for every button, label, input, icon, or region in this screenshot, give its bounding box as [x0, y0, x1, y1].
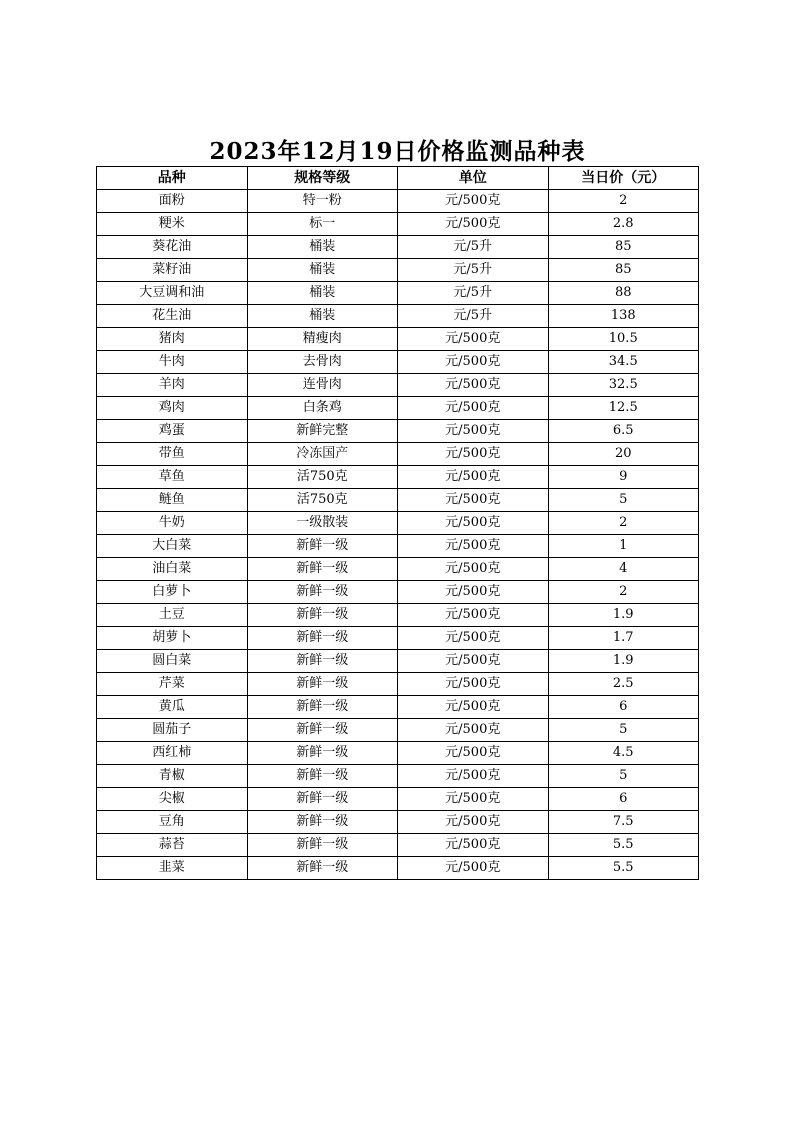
table-row [97, 213, 699, 236]
table-row [97, 259, 699, 282]
header-price: 当日价（元） [548, 167, 699, 190]
cell-variety: 圆白菜 [97, 650, 248, 673]
cell-variety: 蒜苔 [97, 834, 248, 857]
table-row [97, 650, 699, 673]
cell-variety: 胡萝卜 [97, 627, 248, 650]
table-row [97, 765, 699, 788]
table-row [97, 558, 699, 581]
cell-unit: 元/5升 [398, 236, 549, 259]
cell-variety: 葵花油 [97, 236, 248, 259]
cell-unit: 元/500克 [398, 351, 549, 374]
cell-variety: 鸡肉 [97, 397, 248, 420]
cell-price: 85 [548, 259, 699, 282]
table-row [97, 466, 699, 489]
table-header-row [97, 167, 699, 190]
cell-grade: 一级散装 [247, 512, 398, 535]
cell-unit: 元/500克 [398, 742, 549, 765]
cell-price: 2.5 [548, 673, 699, 696]
cell-price: 5 [548, 765, 699, 788]
cell-grade: 新鲜一级 [247, 535, 398, 558]
cell-price: 12.5 [548, 397, 699, 420]
cell-unit: 元/500克 [398, 765, 549, 788]
cell-price: 2 [548, 581, 699, 604]
cell-unit: 元/500克 [398, 558, 549, 581]
table-row [97, 397, 699, 420]
cell-unit: 元/500克 [398, 443, 549, 466]
cell-unit: 元/500克 [398, 650, 549, 673]
table-row [97, 604, 699, 627]
cell-price: 20 [548, 443, 699, 466]
cell-variety: 菜籽油 [97, 259, 248, 282]
cell-unit: 元/500克 [398, 512, 549, 535]
cell-unit: 元/500克 [398, 213, 549, 236]
cell-grade: 连骨肉 [247, 374, 398, 397]
cell-grade: 新鲜一级 [247, 604, 398, 627]
cell-unit: 元/500克 [398, 535, 549, 558]
cell-unit: 元/500克 [398, 489, 549, 512]
cell-grade: 新鲜一级 [247, 857, 398, 880]
cell-price: 1 [548, 535, 699, 558]
table-row [97, 627, 699, 650]
cell-variety: 尖椒 [97, 788, 248, 811]
cell-grade: 桶装 [247, 236, 398, 259]
cell-unit: 元/5升 [398, 305, 549, 328]
cell-price: 1.9 [548, 650, 699, 673]
cell-price: 6.5 [548, 420, 699, 443]
cell-grade: 新鲜一级 [247, 834, 398, 857]
table-row [97, 351, 699, 374]
cell-variety: 鲢鱼 [97, 489, 248, 512]
cell-unit: 元/500克 [398, 719, 549, 742]
cell-unit: 元/500克 [398, 834, 549, 857]
cell-unit: 元/500克 [398, 673, 549, 696]
table-body [97, 190, 699, 880]
cell-price: 1.9 [548, 604, 699, 627]
cell-variety: 草鱼 [97, 466, 248, 489]
cell-variety: 花生油 [97, 305, 248, 328]
cell-variety: 青椒 [97, 765, 248, 788]
cell-variety: 西红柿 [97, 742, 248, 765]
cell-grade: 冷冻国产 [247, 443, 398, 466]
cell-variety: 油白菜 [97, 558, 248, 581]
cell-variety: 猪肉 [97, 328, 248, 351]
cell-unit: 元/5升 [398, 282, 549, 305]
cell-grade: 新鲜完整 [247, 420, 398, 443]
cell-variety: 鸡蛋 [97, 420, 248, 443]
cell-variety: 带鱼 [97, 443, 248, 466]
price-monitoring-table [96, 166, 699, 880]
table-row [97, 696, 699, 719]
cell-variety: 大白菜 [97, 535, 248, 558]
cell-price: 9 [548, 466, 699, 489]
cell-unit: 元/500克 [398, 190, 549, 213]
cell-grade: 活750克 [247, 466, 398, 489]
table-row [97, 190, 699, 213]
cell-price: 85 [548, 236, 699, 259]
cell-unit: 元/500克 [398, 581, 549, 604]
table-row [97, 236, 699, 259]
cell-unit: 元/500克 [398, 420, 549, 443]
table-row [97, 834, 699, 857]
cell-price: 32.5 [548, 374, 699, 397]
table-row [97, 305, 699, 328]
cell-unit: 元/500克 [398, 397, 549, 420]
table-row [97, 788, 699, 811]
cell-price: 1.7 [548, 627, 699, 650]
header-grade: 规格等级 [247, 167, 398, 190]
table-row [97, 489, 699, 512]
cell-price: 2 [548, 190, 699, 213]
cell-price: 5.5 [548, 834, 699, 857]
cell-price: 34.5 [548, 351, 699, 374]
cell-grade: 标一 [247, 213, 398, 236]
cell-grade: 新鲜一级 [247, 788, 398, 811]
cell-grade: 新鲜一级 [247, 742, 398, 765]
cell-unit: 元/500克 [398, 857, 549, 880]
table-row [97, 374, 699, 397]
cell-variety: 韭菜 [97, 857, 248, 880]
cell-unit: 元/500克 [398, 604, 549, 627]
cell-variety: 芹菜 [97, 673, 248, 696]
cell-price: 138 [548, 305, 699, 328]
table-row [97, 581, 699, 604]
cell-variety: 白萝卜 [97, 581, 248, 604]
cell-price: 4 [548, 558, 699, 581]
cell-unit: 元/500克 [398, 374, 549, 397]
cell-grade: 桶装 [247, 282, 398, 305]
cell-grade: 新鲜一级 [247, 581, 398, 604]
cell-variety: 圆茄子 [97, 719, 248, 742]
cell-price: 10.5 [548, 328, 699, 351]
cell-variety: 羊肉 [97, 374, 248, 397]
cell-price: 5 [548, 719, 699, 742]
cell-grade: 活750克 [247, 489, 398, 512]
table-row [97, 420, 699, 443]
cell-price: 5 [548, 489, 699, 512]
header-unit: 单位 [398, 167, 549, 190]
table-row [97, 742, 699, 765]
table-row [97, 512, 699, 535]
page-title: 2023年12月19日价格监测品种表 [209, 138, 586, 165]
table-row [97, 811, 699, 834]
table-row [97, 857, 699, 880]
cell-price: 6 [548, 696, 699, 719]
cell-grade: 新鲜一级 [247, 673, 398, 696]
cell-variety: 牛奶 [97, 512, 248, 535]
cell-variety: 面粉 [97, 190, 248, 213]
cell-grade: 特一粉 [247, 190, 398, 213]
cell-unit: 元/500克 [398, 811, 549, 834]
cell-grade: 新鲜一级 [247, 765, 398, 788]
cell-unit: 元/500克 [398, 627, 549, 650]
cell-unit: 元/5升 [398, 259, 549, 282]
cell-price: 2.8 [548, 213, 699, 236]
table-row [97, 443, 699, 466]
cell-grade: 新鲜一级 [247, 696, 398, 719]
cell-grade: 新鲜一级 [247, 719, 398, 742]
cell-grade: 新鲜一级 [247, 558, 398, 581]
cell-grade: 白条鸡 [247, 397, 398, 420]
table-row [97, 328, 699, 351]
cell-variety: 豆角 [97, 811, 248, 834]
cell-price: 5.5 [548, 857, 699, 880]
table-row [97, 535, 699, 558]
cell-grade: 新鲜一级 [247, 650, 398, 673]
cell-unit: 元/500克 [398, 788, 549, 811]
cell-grade: 新鲜一级 [247, 811, 398, 834]
cell-grade: 桶装 [247, 305, 398, 328]
cell-grade: 精瘦肉 [247, 328, 398, 351]
cell-price: 4.5 [548, 742, 699, 765]
table-row [97, 719, 699, 742]
table-row [97, 282, 699, 305]
cell-variety: 土豆 [97, 604, 248, 627]
cell-grade: 去骨肉 [247, 351, 398, 374]
cell-variety: 粳米 [97, 213, 248, 236]
cell-variety: 黄瓜 [97, 696, 248, 719]
table-row [97, 673, 699, 696]
cell-unit: 元/500克 [398, 696, 549, 719]
cell-price: 6 [548, 788, 699, 811]
cell-variety: 牛肉 [97, 351, 248, 374]
cell-variety: 大豆调和油 [97, 282, 248, 305]
cell-price: 2 [548, 512, 699, 535]
header-variety: 品种 [97, 167, 248, 190]
cell-grade: 桶装 [247, 259, 398, 282]
cell-price: 7.5 [548, 811, 699, 834]
cell-grade: 新鲜一级 [247, 627, 398, 650]
cell-unit: 元/500克 [398, 328, 549, 351]
cell-price: 88 [548, 282, 699, 305]
cell-unit: 元/500克 [398, 466, 549, 489]
